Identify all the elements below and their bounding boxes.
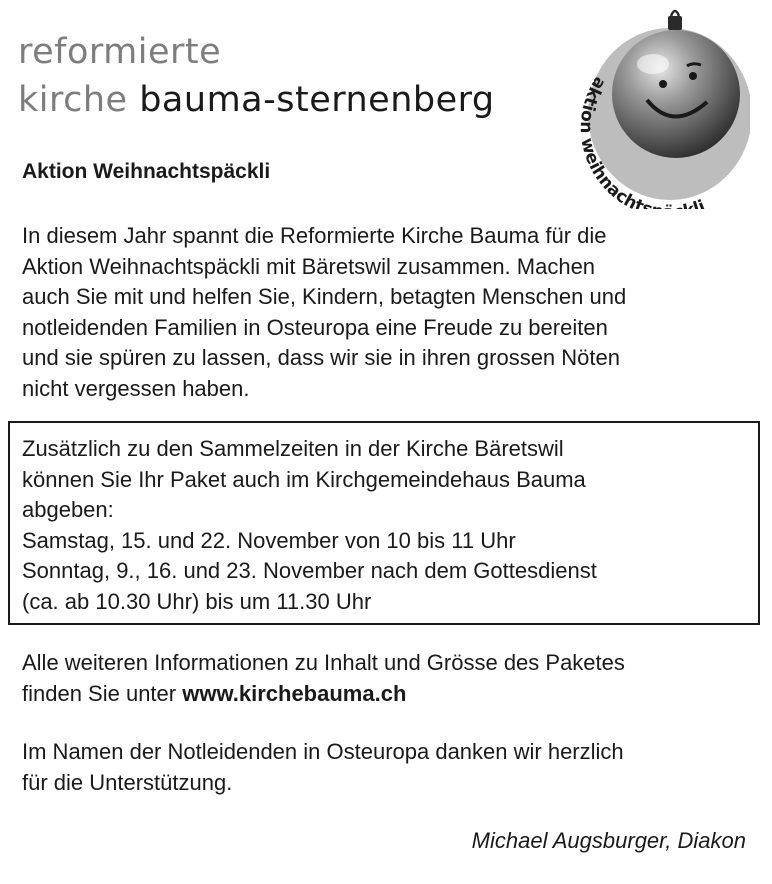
intro-line: nicht vergessen haben.: [22, 375, 250, 401]
christmas-ornament-sad-face-icon: [555, 4, 750, 209]
collection-times-box: [8, 421, 760, 625]
logo-line-kirche-bauma: [18, 76, 495, 124]
logo-word-kirche: kirche: [18, 80, 128, 120]
logo-line-reformierte: reformierte: [18, 32, 222, 72]
info-line: Alle weiteren Informationen zu Inhalt und Grösse des Paketes: [22, 650, 625, 675]
signature: Michael Augsburger, Diakon: [471, 828, 746, 853]
intro-line: und sie spüren zu lassen, dass wir sie in ihren grossen Nöten: [22, 345, 620, 370]
info-prefix: finden Sie unter: [22, 680, 183, 706]
info-line: [22, 679, 625, 710]
badge-text: aktion weihnacht li: [575, 73, 709, 209]
collection-times-text: [22, 434, 597, 617]
box-line-saturday: Samstag, 15. und 22. November von 10 bis 11 Uhr: [22, 527, 516, 553]
intro-line: auch Sie mit und helfen Sie, Kindern, betagten Menschen und: [22, 284, 627, 309]
box-line: abgeben:: [22, 497, 114, 522]
box-line: Zusätzlich zu den Sammelzeiten in der Kirche Bäretswil: [22, 436, 564, 461]
intro-paragraph: [22, 221, 626, 404]
aktion-weihnachtspaeckli-badge: [555, 4, 750, 209]
intro-line: Aktion Weihnachtspäckli mit Bäretswil zusammen. Machen: [22, 253, 596, 279]
info-paragraph: [22, 648, 625, 709]
box-line: können Sie Ihr Paket auch im Kirchgemeindehaus Bauma: [22, 466, 586, 492]
intro-line: In diesem Jahr spannt die Reformierte Kirche Bauma für die: [22, 223, 607, 248]
logo-word-bauma-sternenberg: bauma-sternenberg: [139, 80, 495, 120]
thanks-line: für die Unterstützung.: [22, 769, 233, 795]
box-line-times: (ca. ab 10.30 Uhr) bis um 11.30 Uhr: [22, 588, 372, 614]
thanks-paragraph: [22, 737, 624, 798]
article-title: Aktion Weihnachtspäckli: [22, 160, 271, 183]
website-link[interactable]: www.kirchebauma.ch: [182, 680, 407, 706]
box-line-sunday: Sonntag, 9., 16. und 23. November nach dem Gottesdienst: [22, 558, 597, 583]
intro-line: notleidenden Familien in Osteuropa eine Freude zu bereiten: [22, 314, 608, 340]
church-logo: [18, 28, 495, 124]
thanks-line: Im Namen der Notleidenden in Osteuropa danken wir herzlich: [22, 739, 624, 764]
